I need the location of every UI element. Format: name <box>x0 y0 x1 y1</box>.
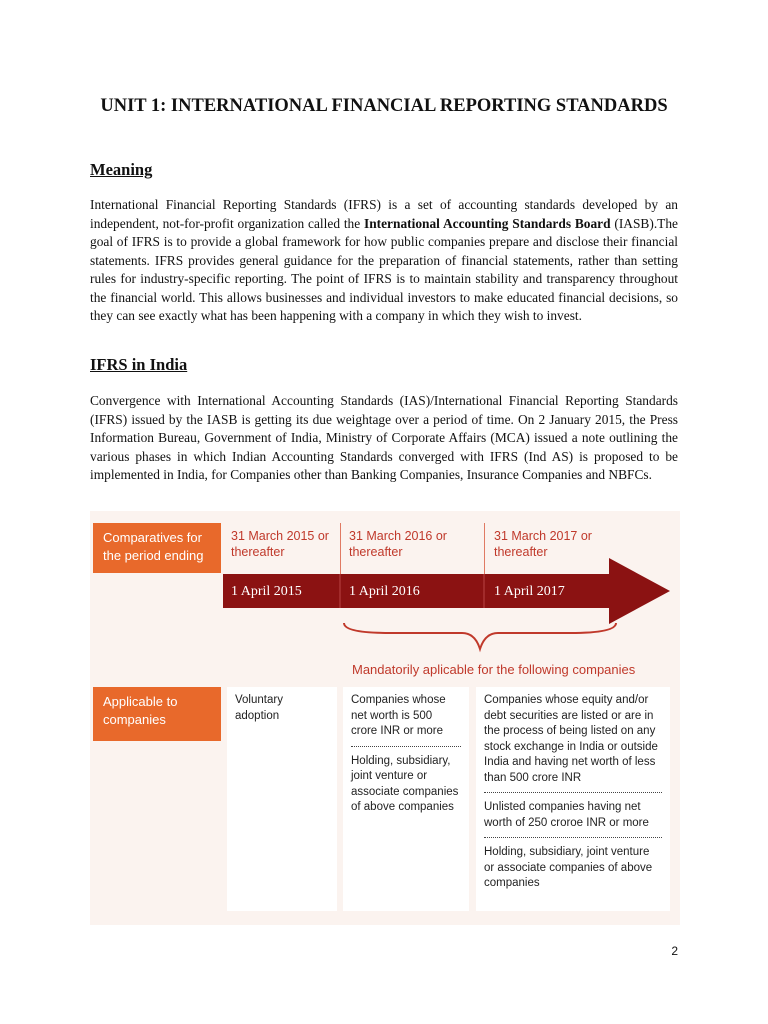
phase3-item: Holding, subsidiary, joint venture or associate companies of above companies <box>484 846 653 889</box>
phase-2016: 1 April 2016 <box>349 584 420 599</box>
meaning-heading: Meaning <box>90 160 153 179</box>
dotted-divider <box>351 746 461 747</box>
mandatory-caption: Mandatorily aplicable for the following companies <box>352 662 636 677</box>
phase-2015: 1 April 2015 <box>231 584 302 599</box>
applicable-label: Applicable to companies <box>93 687 221 741</box>
date-2015: 31 March 2015 or thereafter <box>231 529 329 559</box>
dotted-divider <box>484 837 662 838</box>
ifrs-india-heading: IFRS in India <box>90 355 188 374</box>
date-2017: 31 March 2017 or thereafter <box>494 529 592 559</box>
phase2-item: Holding, subsidiary, joint venture or associate companies of above companies <box>351 754 459 813</box>
phase3-item: Unlisted companies having net worth of 250 croroe INR or more <box>484 801 649 829</box>
voluntary-adoption-text: Voluntary adoption <box>235 694 283 722</box>
phase1-companies-box <box>227 687 337 911</box>
ifrs-india-paragraph: Convergence with International Accounting Standards (IAS)/International Financial Reporting Standards (IFRS) issued by the IASB is getting its due weightage over a period of time. On 2 January 2015, the Press Information Bureau, Government of India, Ministry of Corporate Affairs (MCA) issued a note outlining the various phases in which Indian Accounting Standards converged with IFRS (Ind AS) is proposed to be implemented in India, for Companies other than Banking Companies, Insurance Companies and NBFCs. <box>90 393 678 482</box>
phase3-item: Companies whose equity and/or debt securities are listed or are in the process of being listed on any stock exchange in India or outside India and having net worth of less than 500 crore INR <box>484 694 658 784</box>
date-2016: 31 March 2016 or thereafter <box>349 529 447 559</box>
comparatives-label: Comparatives for the period ending <box>93 523 221 573</box>
meaning-text-1: International Financial Reporting Standards (IFRS) is a set of accounting standards developed by an independent, not-for-profit organization called the <box>90 197 678 231</box>
meaning-paragraph <box>90 196 678 326</box>
meaning-text-2: (IASB).The goal of IFRS is to provide a global framework for how public companies prepare and disclose their financial statements. IFRS provides general guidance for the preparation of financial statements, rather than setting rules for industry-specific reporting. The point of IFRS is to maintain stability and transparency throughout the financial world. This allows businesses and individual investors to make educated financial decisions, so they can see exactly what has been happening with a company in which they wish to invest. <box>90 215 678 323</box>
meaning-bold-text: International Accounting Standards Board <box>364 215 611 231</box>
phase2-companies-box <box>343 687 469 911</box>
page-number: 2 <box>671 944 678 958</box>
page-title: UNIT 1: INTERNATIONAL FINANCIAL REPORTING STANDARDS <box>100 96 668 116</box>
phase3-companies-box <box>476 687 670 911</box>
phase2-item: Companies whose net worth is 500 crore INR or more <box>351 694 446 737</box>
phase-2017: 1 April 2017 <box>494 584 565 599</box>
dotted-divider <box>484 792 662 793</box>
ind-as-timeline-graphic <box>90 511 680 925</box>
